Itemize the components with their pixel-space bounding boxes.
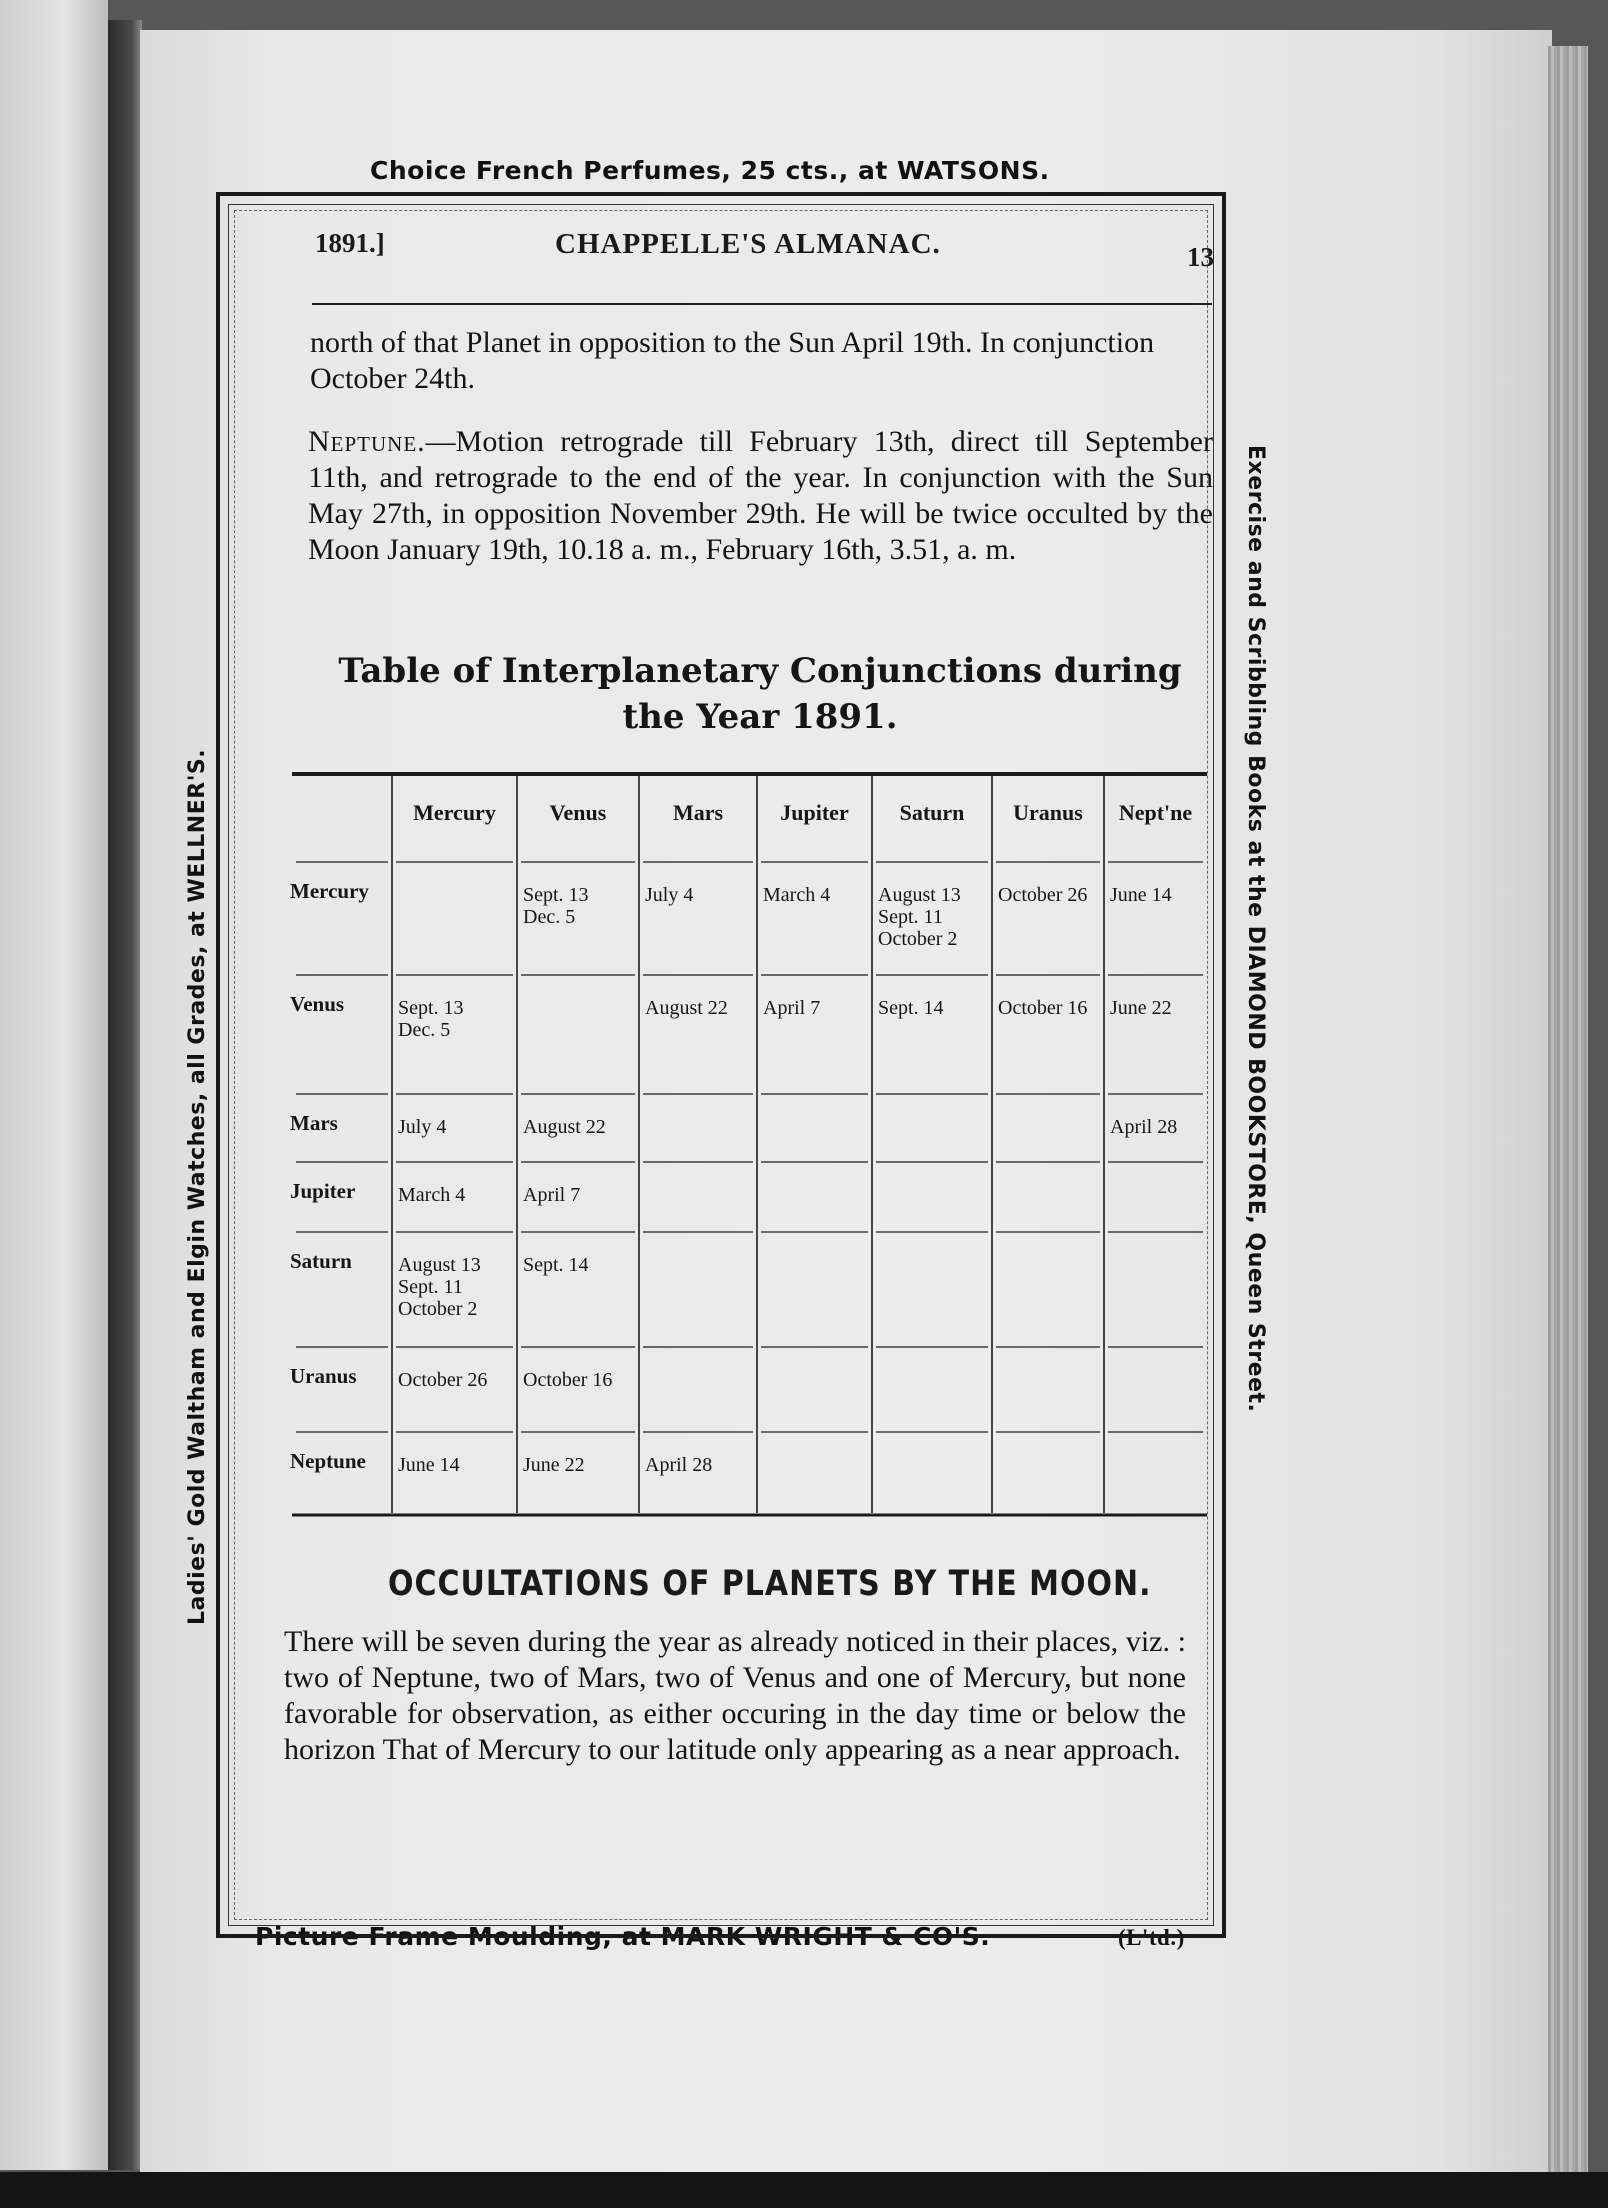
table-cell: Sept. 14 <box>523 1254 589 1276</box>
facing-page-edge <box>0 0 108 2170</box>
table-cell: June 14 <box>1110 884 1172 906</box>
top-advertisement: Choice French Perfumes, 25 cts., at WATSONS. <box>370 156 1050 185</box>
neptune-body: —Motion retrograde till February 13th, direct till September 11th, and retrograde to the end of the year. In conjunction with the Sun May 27th, in opposition November 29th. He will be twice occulted by the Moon January 19th, 10.18 a. m., February 16th, 3.51, a. m. <box>308 425 1213 566</box>
table-column-header: Saturn <box>899 800 965 825</box>
paragraph-continuation: north of that Planet in opposition to the Sun April 19th. In conjunction October 24th. <box>310 326 1155 395</box>
table-row-header: Jupiter <box>290 1179 356 1203</box>
scan-bottom-edge <box>0 2172 1608 2208</box>
neptune-lead: Neptune. <box>308 425 426 458</box>
page-number: 13 <box>1187 242 1214 272</box>
table-cell: Sept. 13 Dec. 5 <box>523 884 589 928</box>
book-gutter <box>108 20 142 2170</box>
table-column-header: Mars <box>672 800 724 825</box>
paragraph-occultations: There will be seven during the year as already noticed in their places, viz. : two of Neptune, two of Mars, two of Venus and one of Mercury, but none favorable for observation, as either occuring in the day time or below the horizon That of Mercury to our latitude only appearing as a near approach. <box>284 1625 1186 1766</box>
table-cell: August 13 Sept. 11 October 2 <box>398 1254 481 1320</box>
table-cell: June 22 <box>523 1454 585 1476</box>
table-cell: April 28 <box>645 1454 713 1476</box>
table-row-header: Uranus <box>290 1364 357 1388</box>
table-column-header: Venus <box>549 800 607 825</box>
page-stack-edge <box>1548 46 1588 2176</box>
table-column-header: Jupiter <box>780 800 849 825</box>
table-cell: October 26 <box>998 884 1088 906</box>
table-cell: March 4 <box>398 1184 466 1206</box>
occultations-heading: OCCULTATIONS OF PLANETS BY THE MOON. <box>388 1564 1152 1605</box>
table-cell: April 7 <box>763 997 821 1019</box>
table-row-header: Venus <box>290 992 345 1016</box>
table-cell: August 22 <box>523 1116 606 1138</box>
table-column-header: Mercury <box>413 800 496 825</box>
table-cell: October 16 <box>998 997 1088 1019</box>
table-row-header: Saturn <box>290 1249 352 1273</box>
right-margin-advertisement: Exercise and Scribbling Books at the DIAMOND BOOKSTORE, Queen Street. <box>1243 445 1268 1413</box>
table-column-header: Uranus <box>1013 800 1083 825</box>
table-cell: July 4 <box>645 884 694 906</box>
table-cell: October 16 <box>523 1369 613 1391</box>
table-cell: Sept. 14 <box>878 997 944 1019</box>
running-head-year: 1891.] <box>315 228 385 258</box>
table-cell: April 28 <box>1110 1116 1178 1138</box>
bottom-advertisement: Picture Frame Moulding, at MARK WRIGHT & CO'S. <box>255 1922 991 1951</box>
left-margin-advertisement: Ladies' Gold Waltham and Elgin Watches, all Grades, at WELLNER'S. <box>185 748 210 1625</box>
table-cell: Sept. 13 Dec. 5 <box>398 997 464 1041</box>
table-cell: June 14 <box>398 1454 460 1476</box>
table-cell: October 26 <box>398 1369 488 1391</box>
table-cell: July 4 <box>398 1116 447 1138</box>
table-cell: June 22 <box>1110 997 1172 1019</box>
running-head-title: CHAPPELLE'S ALMANAC. <box>555 228 941 260</box>
paragraph-neptune <box>308 424 1213 568</box>
table-cell: August 13 Sept. 11 October 2 <box>878 884 961 950</box>
header-rule <box>312 303 1212 305</box>
table-cell: April 7 <box>523 1184 581 1206</box>
table-cell: March 4 <box>763 884 831 906</box>
table-column-header: Nept'ne <box>1118 800 1193 825</box>
bottom-advertisement-note: (L'td.) <box>1118 1925 1185 1950</box>
table-row-header: Mercury <box>290 879 369 903</box>
table-title: Table of Interplanetary Conjunctions during the Year 1891. <box>338 651 1182 737</box>
table-row-header: Neptune <box>290 1449 366 1473</box>
table-cell: August 22 <box>645 997 728 1019</box>
table-row-header: Mars <box>290 1111 338 1135</box>
